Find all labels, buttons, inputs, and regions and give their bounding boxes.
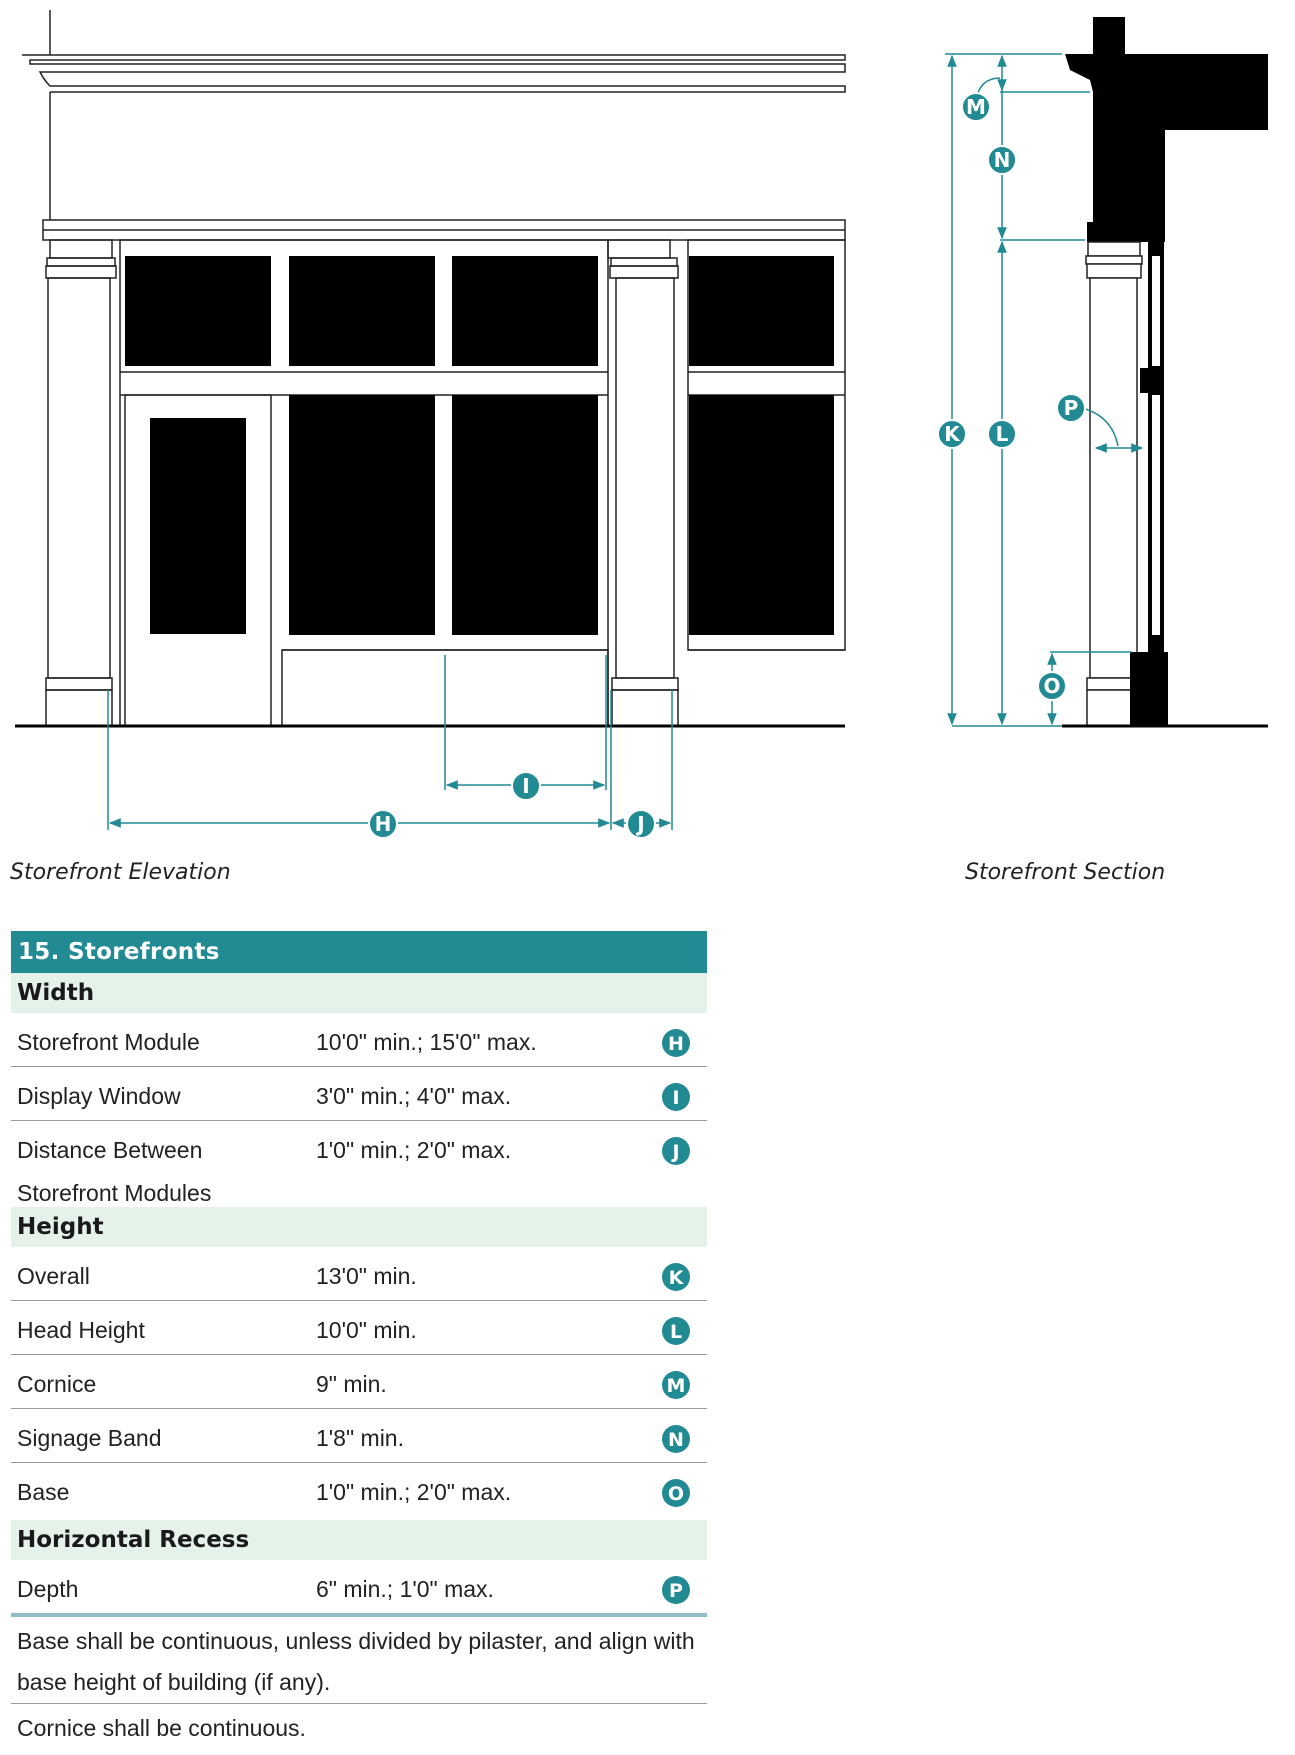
svg-text:N: N bbox=[668, 1429, 684, 1451]
badge-o-label: O bbox=[1043, 674, 1061, 698]
badge-o bbox=[1038, 672, 1066, 700]
badge-n bbox=[988, 146, 1016, 174]
key-badge-n bbox=[661, 1424, 691, 1454]
row-value: 1'0" min.; 2'0" max. bbox=[316, 1137, 512, 1163]
elevation-glazing bbox=[125, 256, 834, 635]
row-value: 10'0" min.; 15'0" max. bbox=[316, 1029, 537, 1055]
elevation-dimensions bbox=[108, 655, 672, 830]
key-badge-i bbox=[661, 1082, 691, 1112]
row-value: 1'0" min.; 2'0" max. bbox=[316, 1479, 512, 1505]
elevation-caption: Storefront Elevation bbox=[10, 860, 231, 885]
badge-m-label: M bbox=[966, 95, 986, 119]
svg-text:J: J bbox=[672, 1141, 680, 1163]
badge-p bbox=[1057, 394, 1085, 422]
row-value: 13'0" min. bbox=[316, 1263, 417, 1289]
table-note: Cornice shall be continuous. bbox=[11, 1703, 707, 1749]
row-value: 3'0" min.; 4'0" max. bbox=[316, 1083, 512, 1109]
row-value: 10'0" min. bbox=[316, 1317, 417, 1343]
row-label: Base bbox=[17, 1479, 70, 1505]
section-caption: Storefront Section bbox=[965, 860, 1166, 885]
table-row bbox=[11, 1355, 707, 1409]
storefront-section bbox=[1062, 17, 1268, 726]
badge-p-label: P bbox=[1063, 396, 1079, 420]
key-badge-k bbox=[661, 1262, 691, 1292]
table-row bbox=[11, 1247, 707, 1301]
key-badge-m bbox=[661, 1370, 691, 1400]
badge-k-label: K bbox=[944, 422, 960, 446]
storefronts-table bbox=[11, 931, 707, 1749]
badge-k bbox=[938, 420, 966, 448]
table-row bbox=[11, 1013, 707, 1067]
badge-i-label: I bbox=[522, 774, 530, 798]
key-badge-j bbox=[661, 1136, 691, 1166]
storefront-drawings bbox=[0, 0, 1295, 850]
badge-l bbox=[988, 420, 1016, 448]
badge-n-label: N bbox=[993, 148, 1011, 172]
section-heading-height: Height bbox=[11, 1207, 707, 1247]
badge-j bbox=[627, 810, 655, 838]
key-badge-h bbox=[661, 1028, 691, 1058]
badge-h bbox=[369, 810, 397, 838]
table-row bbox=[11, 1409, 707, 1463]
row-label: Storefront Module bbox=[17, 1029, 200, 1055]
row-label: Distance Between Storefront Modules bbox=[17, 1137, 212, 1206]
row-label: Signage Band bbox=[17, 1425, 162, 1451]
svg-text:H: H bbox=[668, 1033, 684, 1055]
row-label: Display Window bbox=[17, 1083, 181, 1109]
svg-text:M: M bbox=[666, 1375, 686, 1397]
row-value: 6" min.; 1'0" max. bbox=[316, 1576, 494, 1602]
badge-j-label: J bbox=[637, 812, 645, 836]
section-heading-width: Width bbox=[11, 973, 707, 1013]
row-label: Cornice bbox=[17, 1371, 97, 1397]
svg-text:O: O bbox=[667, 1483, 685, 1505]
badge-i bbox=[512, 772, 540, 800]
svg-text:L: L bbox=[669, 1321, 683, 1343]
row-label: Overall bbox=[17, 1263, 90, 1289]
table-row bbox=[11, 1463, 707, 1516]
badge-l-label: L bbox=[995, 422, 1009, 446]
badge-m bbox=[962, 93, 990, 121]
table-row bbox=[11, 1301, 707, 1355]
svg-text:K: K bbox=[668, 1267, 684, 1289]
row-value: 1'8" min. bbox=[316, 1425, 404, 1451]
row-value: 9" min. bbox=[316, 1371, 387, 1397]
key-badge-o bbox=[661, 1478, 691, 1508]
table-row bbox=[11, 1121, 707, 1207]
row-label: Head Height bbox=[17, 1317, 145, 1343]
svg-text:P: P bbox=[669, 1580, 683, 1602]
row-label: Depth bbox=[17, 1576, 79, 1602]
section-heading-horizontal-recess: Horizontal Recess bbox=[11, 1520, 707, 1560]
table-row bbox=[11, 1067, 707, 1121]
svg-text:I: I bbox=[672, 1087, 680, 1109]
table-row bbox=[11, 1560, 707, 1613]
badge-h-label: H bbox=[374, 812, 392, 836]
key-badge-l bbox=[661, 1316, 691, 1346]
key-badge-p bbox=[661, 1575, 691, 1605]
table-title: 15. Storefronts bbox=[11, 931, 707, 973]
table-note: Base shall be continuous, unless divided by pilaster, and align with base height of building (if any). bbox=[17, 1628, 695, 1695]
